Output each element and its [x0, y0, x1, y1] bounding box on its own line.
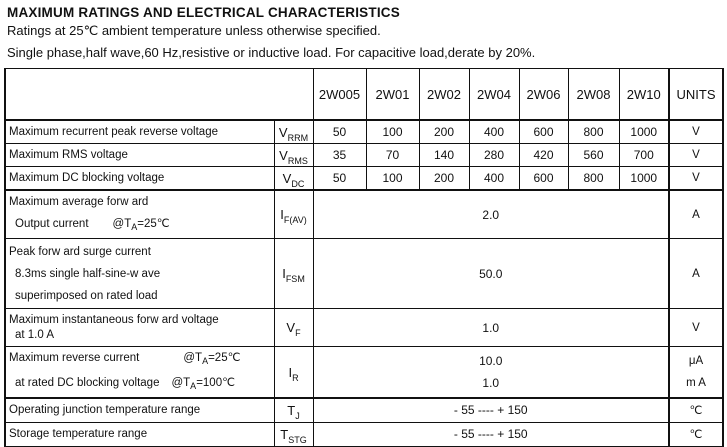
param-symbol: $I_{F(AV)}$ — [274, 190, 313, 239]
value-cell: 2.0 — [313, 190, 669, 239]
param-label: Maximum RMS voltage — [5, 144, 274, 167]
value-cell: - 55 ---- + 150 — [313, 422, 669, 446]
ratings-note: Ratings at 25℃ ambient temperature unless otherwise specified. — [7, 23, 381, 38]
col-header: 2W01 — [366, 69, 419, 121]
value-cell: 600 — [519, 120, 568, 144]
unit-cell: V — [669, 144, 723, 167]
value-cell: 100 — [366, 120, 419, 144]
param-label: Maximum recurrent peak reverse voltage — [5, 120, 274, 144]
value-cell: 280 — [469, 144, 519, 167]
value-cell: 800 — [568, 120, 619, 144]
value-cell: 400 — [469, 167, 519, 191]
param-symbol: $I_R$ — [274, 347, 313, 399]
table-row — [5, 422, 723, 446]
value-cell: 700 — [619, 144, 669, 167]
value-cell: 70 — [366, 144, 419, 167]
col-header: 2W005 — [313, 69, 366, 121]
table-row — [5, 190, 723, 239]
value-cell: 50 — [313, 120, 366, 144]
value-cell: 1000 — [619, 120, 669, 144]
load-note: Single phase,half wave,60 Hz,resistive or inductive load. For capacitive load,derate by 20%. — [7, 45, 536, 60]
ratings-table — [4, 68, 724, 447]
param-label: Maximum average forw ard Output current $@T_A=25℃$ — [5, 190, 274, 239]
page-title: MAXIMUM RATINGS AND ELECTRICAL CHARACTERISTICS — [7, 5, 400, 20]
table-row — [5, 120, 723, 144]
value-cell: 560 — [568, 144, 619, 167]
unit-cell: μA m A — [669, 347, 723, 399]
value-cell: 35 — [313, 144, 366, 167]
value-cell: 100 — [366, 167, 419, 191]
value-cell: 1.0 — [313, 309, 669, 347]
col-header: 2W10 — [619, 69, 669, 121]
table-row — [5, 144, 723, 167]
col-header: 2W04 — [469, 69, 519, 121]
table-row — [5, 309, 723, 347]
param-symbol: $T_{STG}$ — [274, 422, 313, 446]
col-header-units: UNITS — [669, 69, 723, 121]
header-row — [5, 69, 723, 121]
param-label: Peak forw ard surge current 8.3ms single half-sine-w ave superimposed on rated load — [5, 239, 274, 309]
value-cell: 10.0 1.0 — [313, 347, 669, 399]
param-label: Operating junction temperature range — [5, 398, 274, 422]
table-row — [5, 347, 723, 399]
unit-cell: A — [669, 190, 723, 239]
unit-cell: ℃ — [669, 422, 723, 446]
value-cell: 140 — [419, 144, 469, 167]
value-cell: 800 — [568, 167, 619, 191]
value-cell: 600 — [519, 167, 568, 191]
col-header: 2W02 — [419, 69, 469, 121]
param-symbol: $I_{FSM}$ — [274, 239, 313, 309]
unit-cell: V — [669, 120, 723, 144]
param-symbol: $V_F$ — [274, 309, 313, 347]
col-header: 2W08 — [568, 69, 619, 121]
param-symbol: $V_{RRM}$ — [274, 120, 313, 144]
value-cell: 1000 — [619, 167, 669, 191]
table-row — [5, 398, 723, 422]
col-header: 2W06 — [519, 69, 568, 121]
param-symbol: $T_J$ — [274, 398, 313, 422]
header-blank-symbol — [274, 69, 313, 121]
param-label: Maximum DC blocking voltage — [5, 167, 274, 191]
value-cell: 400 — [469, 120, 519, 144]
param-symbol: $V_{DC}$ — [274, 167, 313, 191]
table-row — [5, 167, 723, 191]
value-cell: 50 — [313, 167, 366, 191]
param-label: Maximum reverse current $@T_A=25℃$ at rated DC blocking voltage $@T_A=100℃$ — [5, 347, 274, 399]
header-blank — [5, 69, 274, 121]
value-cell: 200 — [419, 120, 469, 144]
unit-cell: V — [669, 167, 723, 191]
value-cell: 420 — [519, 144, 568, 167]
unit-cell: V — [669, 309, 723, 347]
param-symbol: $V_{RMS}$ — [274, 144, 313, 167]
param-label: Maximum instantaneous forw ard voltage at 1.0 A — [5, 309, 274, 347]
value-cell: 50.0 — [313, 239, 669, 309]
param-label: Storage temperature range — [5, 422, 274, 446]
unit-cell: ℃ — [669, 398, 723, 422]
value-cell: - 55 ---- + 150 — [313, 398, 669, 422]
table-row — [5, 239, 723, 309]
unit-cell: A — [669, 239, 723, 309]
value-cell: 200 — [419, 167, 469, 191]
